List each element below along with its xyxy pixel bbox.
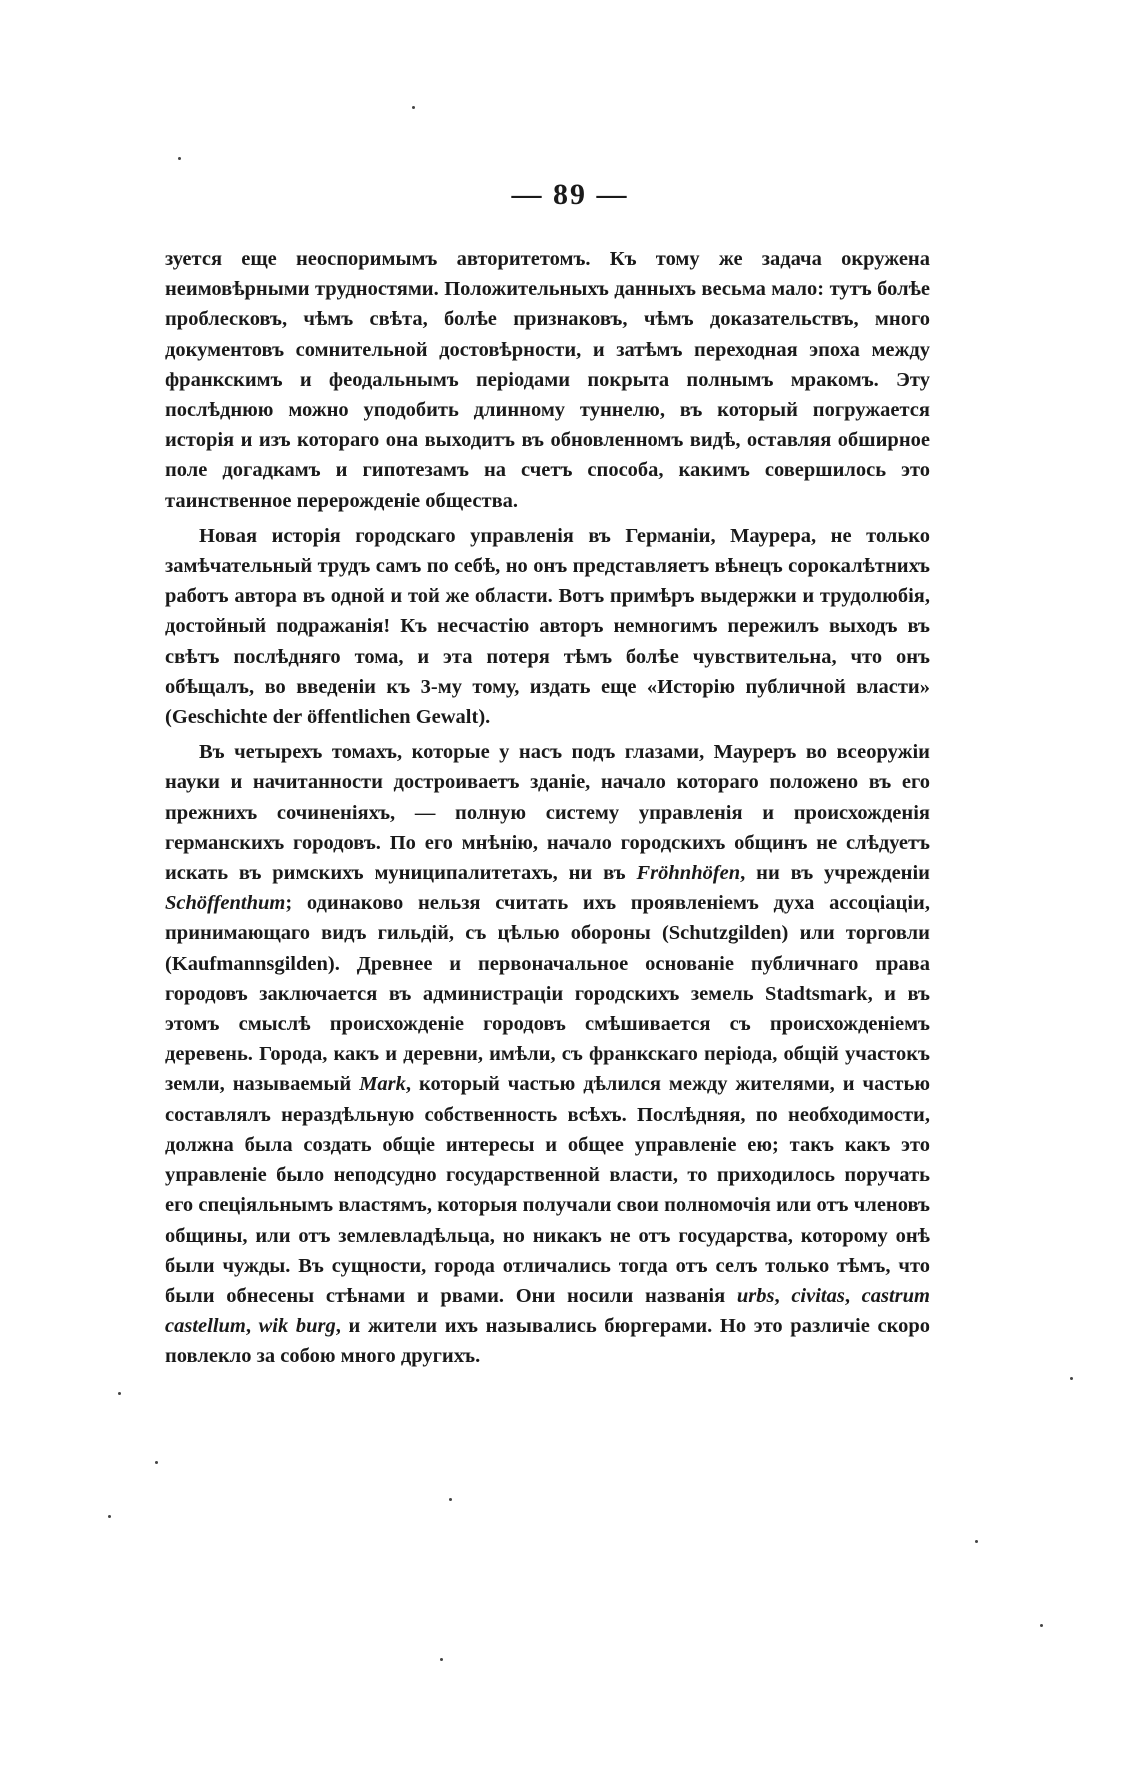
italic-term: Fröhnhöfen [636,862,741,885]
scan-speck [118,1392,121,1395]
text-run: Въ четырехъ томахъ, которые у насъ подъ глазами, Мауреръ во всеоружіи науки и начитанности достроиваетъ зданіе, начало котораго положено въ его прежнихъ сочиненіяхъ, — полную систему управленія и происхожденія германскихъ городовъ. По его мнѣнію, начало городскихъ общинъ не слѣдуетъ искать въ римскихъ муниципалитетахъ, ни въ [165,741,930,885]
italic-term: Schöffenthum [165,892,286,915]
scan-speck [412,106,415,109]
text-run: ; одинаково нельзя считать ихъ проявленіемъ духа ассоціаціи, принимающаго видъ гильдій, съ цѣлью обороны (Schutzgilden) или торговли (Kaufmannsgilden). Древнее и первоначальное основаніе публичнаго права городовъ заключается въ администраціи городскихъ земель Stadtsmark, и въ этомъ смыслѣ происхожденіе городовъ смѣшивается съ происхожденіемъ деревень. Города, какъ и деревни, имѣли, съ франкскаго періода, общій участокъ земли, называемый [165,892,930,1096]
scan-speck [440,1658,443,1661]
text-run: , [245,1315,259,1338]
text-run: , который частью дѣлился между жителями, и частью составлялъ нераздѣльную собственность всѣхъ. Послѣдняя, по необходимости, должна была создать общіе интересы и общее управленіе ею; такъ какъ это управленіе было неподсудно государственной власти, то приходилось поручать его спеціяльнымъ властямъ, которыя получали свои полномочія или отъ членовъ общины, или отъ землевладѣльца, но никакъ не отъ государства, которому онѣ были чужды. Въ сущности, города отличались тогда отъ селъ только тѣмъ, что были обнесены стѣнами и рвами. Они носили названія [165,1073,930,1307]
scan-speck [449,1498,452,1501]
page-number: — 89 — [511,178,629,211]
paragraph-1 [165,244,930,516]
text-run: , [844,1284,862,1307]
scan-speck [178,157,181,160]
scan-speck [1040,1624,1043,1627]
text-run: , и жители ихъ назывались бюргерами. Но это различіе скоро повлекло за собою много другихъ. [165,1315,931,1368]
paragraph-3 [165,737,930,1371]
text-run: , [774,1284,792,1307]
italic-term: Mark [359,1073,406,1096]
scan-speck [108,1515,111,1518]
scan-speck [155,1461,158,1464]
italic-term: castrum castellum [165,1284,931,1338]
scan-speck [1070,1377,1073,1380]
scan-speck [975,1540,978,1543]
body-text [165,244,930,1372]
italic-term: civitas [791,1284,845,1307]
italic-term: urbs [736,1284,775,1307]
text-run: зуется еще неоспоримымъ авторитетомъ. Къ тому же задача окружена неимовѣрными трудностями. Положительныхъ данныхъ весьма мало: тутъ болѣе проблесковъ, чѣмъ свѣта, болѣе признаковъ, чѣмъ доказательствъ, много документовъ сомнительной достовѣрности, и затѣмъ переходная эпоха между франкскимъ и феодальнымъ періодами покрыта полнымъ мракомъ. Эту послѣднюю можно уподобить длинному туннелю, въ который погружается исторія и изъ котораго она выходитъ въ обновленномъ видѣ, оставляя обширное поле догадкамъ и гипотезамъ на счетъ способа, какимъ совершилось это таинственное перерожденіе общества. [165,248,930,512]
paragraph-2 [165,521,930,732]
text-run: Новая исторія городскаго управленія въ Германіи, Маурера, не только замѣчательный трудъ самъ по себѣ, но онъ представляетъ вѣнецъ сорокалѣтнихъ работъ автора въ одной и той же области. Вотъ примѣръ выдержки и трудолюбія, достойный подражанія! Къ несчастію авторъ немногимъ пережилъ выходъ въ свѣтъ послѣдняго тома, и эта потеря тѣмъ болѣе чувствительна, что онъ обѣщалъ, во введеніи къ 3-му тому, издать еще «Исторію публичной власти» (Geschichte der öffentlichen Gewalt). [165,524,930,729]
text-run: , ни въ учрежденіи [740,862,930,885]
italic-term: wik burg [258,1315,336,1338]
